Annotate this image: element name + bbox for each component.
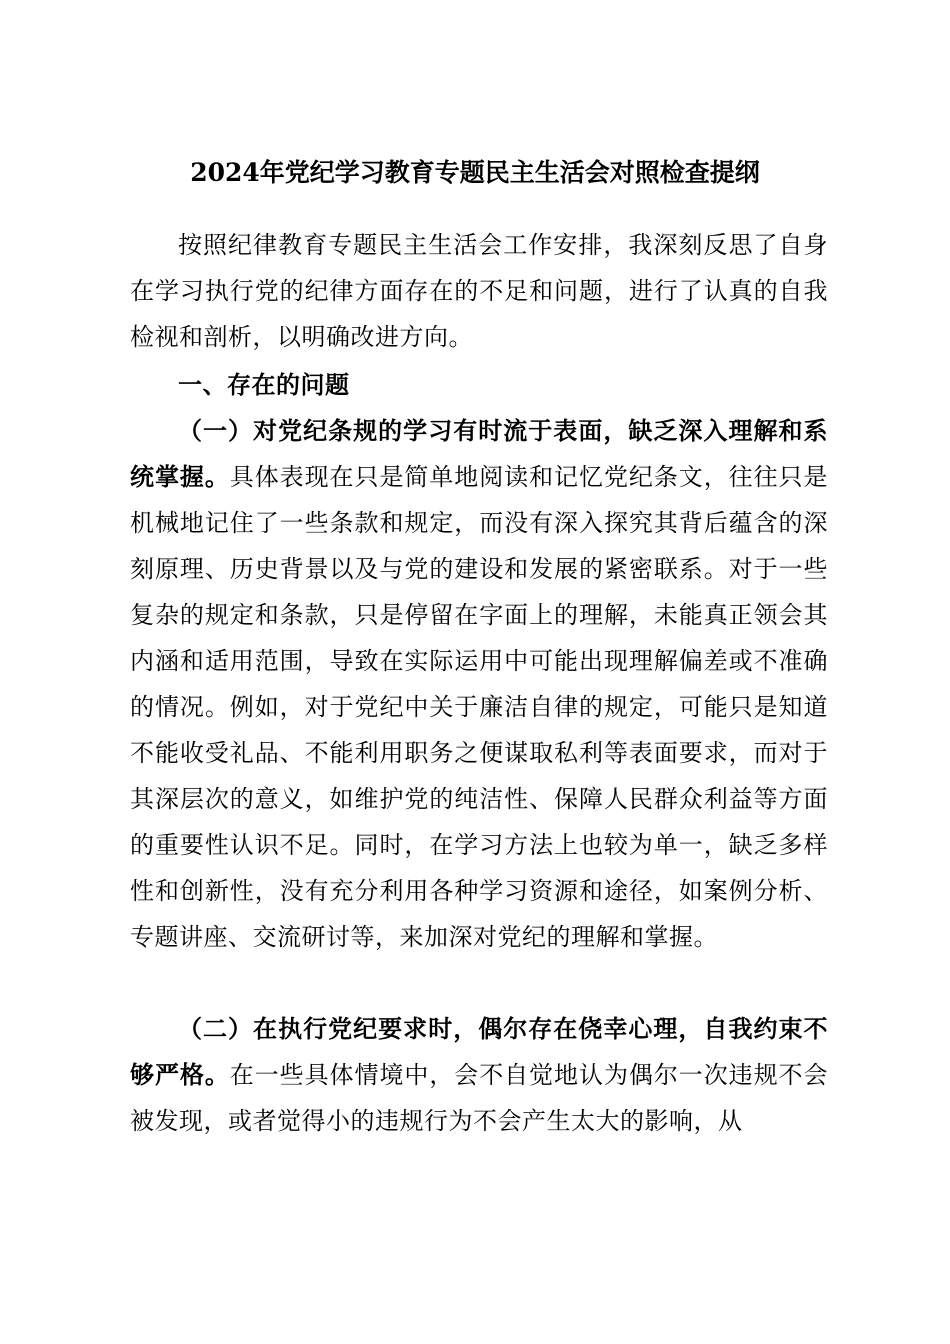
problem-item-1 [130, 408, 828, 960]
section-heading: 一、存在的问题 [178, 371, 350, 399]
intro-paragraph: 按照纪律教育专题民主生活会工作安排，我深刻反思了自身在学习执行党的纪律方面存在的不足和问题，进行了认真的自我检视和剖析，以明确改进方向。 [130, 231, 828, 351]
problem-item-2-lead: （二）在执行党纪要求时，偶尔存在侥幸心理，自我约束不够严格。 [130, 1014, 828, 1089]
problem-item-2-body: 在一些具体情境中，会不自觉地认为偶尔一次违规不会被发现，或者觉得小的违规行为不会产生太大的影响，从 [130, 1061, 829, 1135]
document-title: 2024年党纪学习教育专题民主生活会对照检查提纲 [190, 158, 760, 187]
problem-item-1-body: 具体表现在只是简单地阅读和记忆党纪条文，往往只是机械地记住了一些条款和规定，而没有深入探究其背后蕴含的深刻原理、历史背景以及与党的建设和发展的紧密联系。对于一些复杂的规定和条款，只是停留在字面上的理解，未能真正领会其内涵和适用范围，导致在实际运用中可能出现理解偏差或不准确的情况。例如，对于党纪中关于廉洁自律的规定，可能只是知道不能收受礼品、不能利用职务之便谋取私利等表面要求，而对于其深层次的意义，如维护党的纯洁性、保障人民群众利益等方面的重要性认识不足。同时，在学习方法上也较为单一，缺乏多样性和创新性，没有充分利用各种学习资源和途径，如案例分析、专题讲座、交流研讨等，来加深对党纪的理解和掌握。 [130, 463, 829, 951]
problem-item-1-lead: （一）对党纪条规的学习有时流于表面，缺乏深入理解和系统掌握。 [130, 416, 828, 491]
problem-item-2 [130, 1006, 828, 1144]
